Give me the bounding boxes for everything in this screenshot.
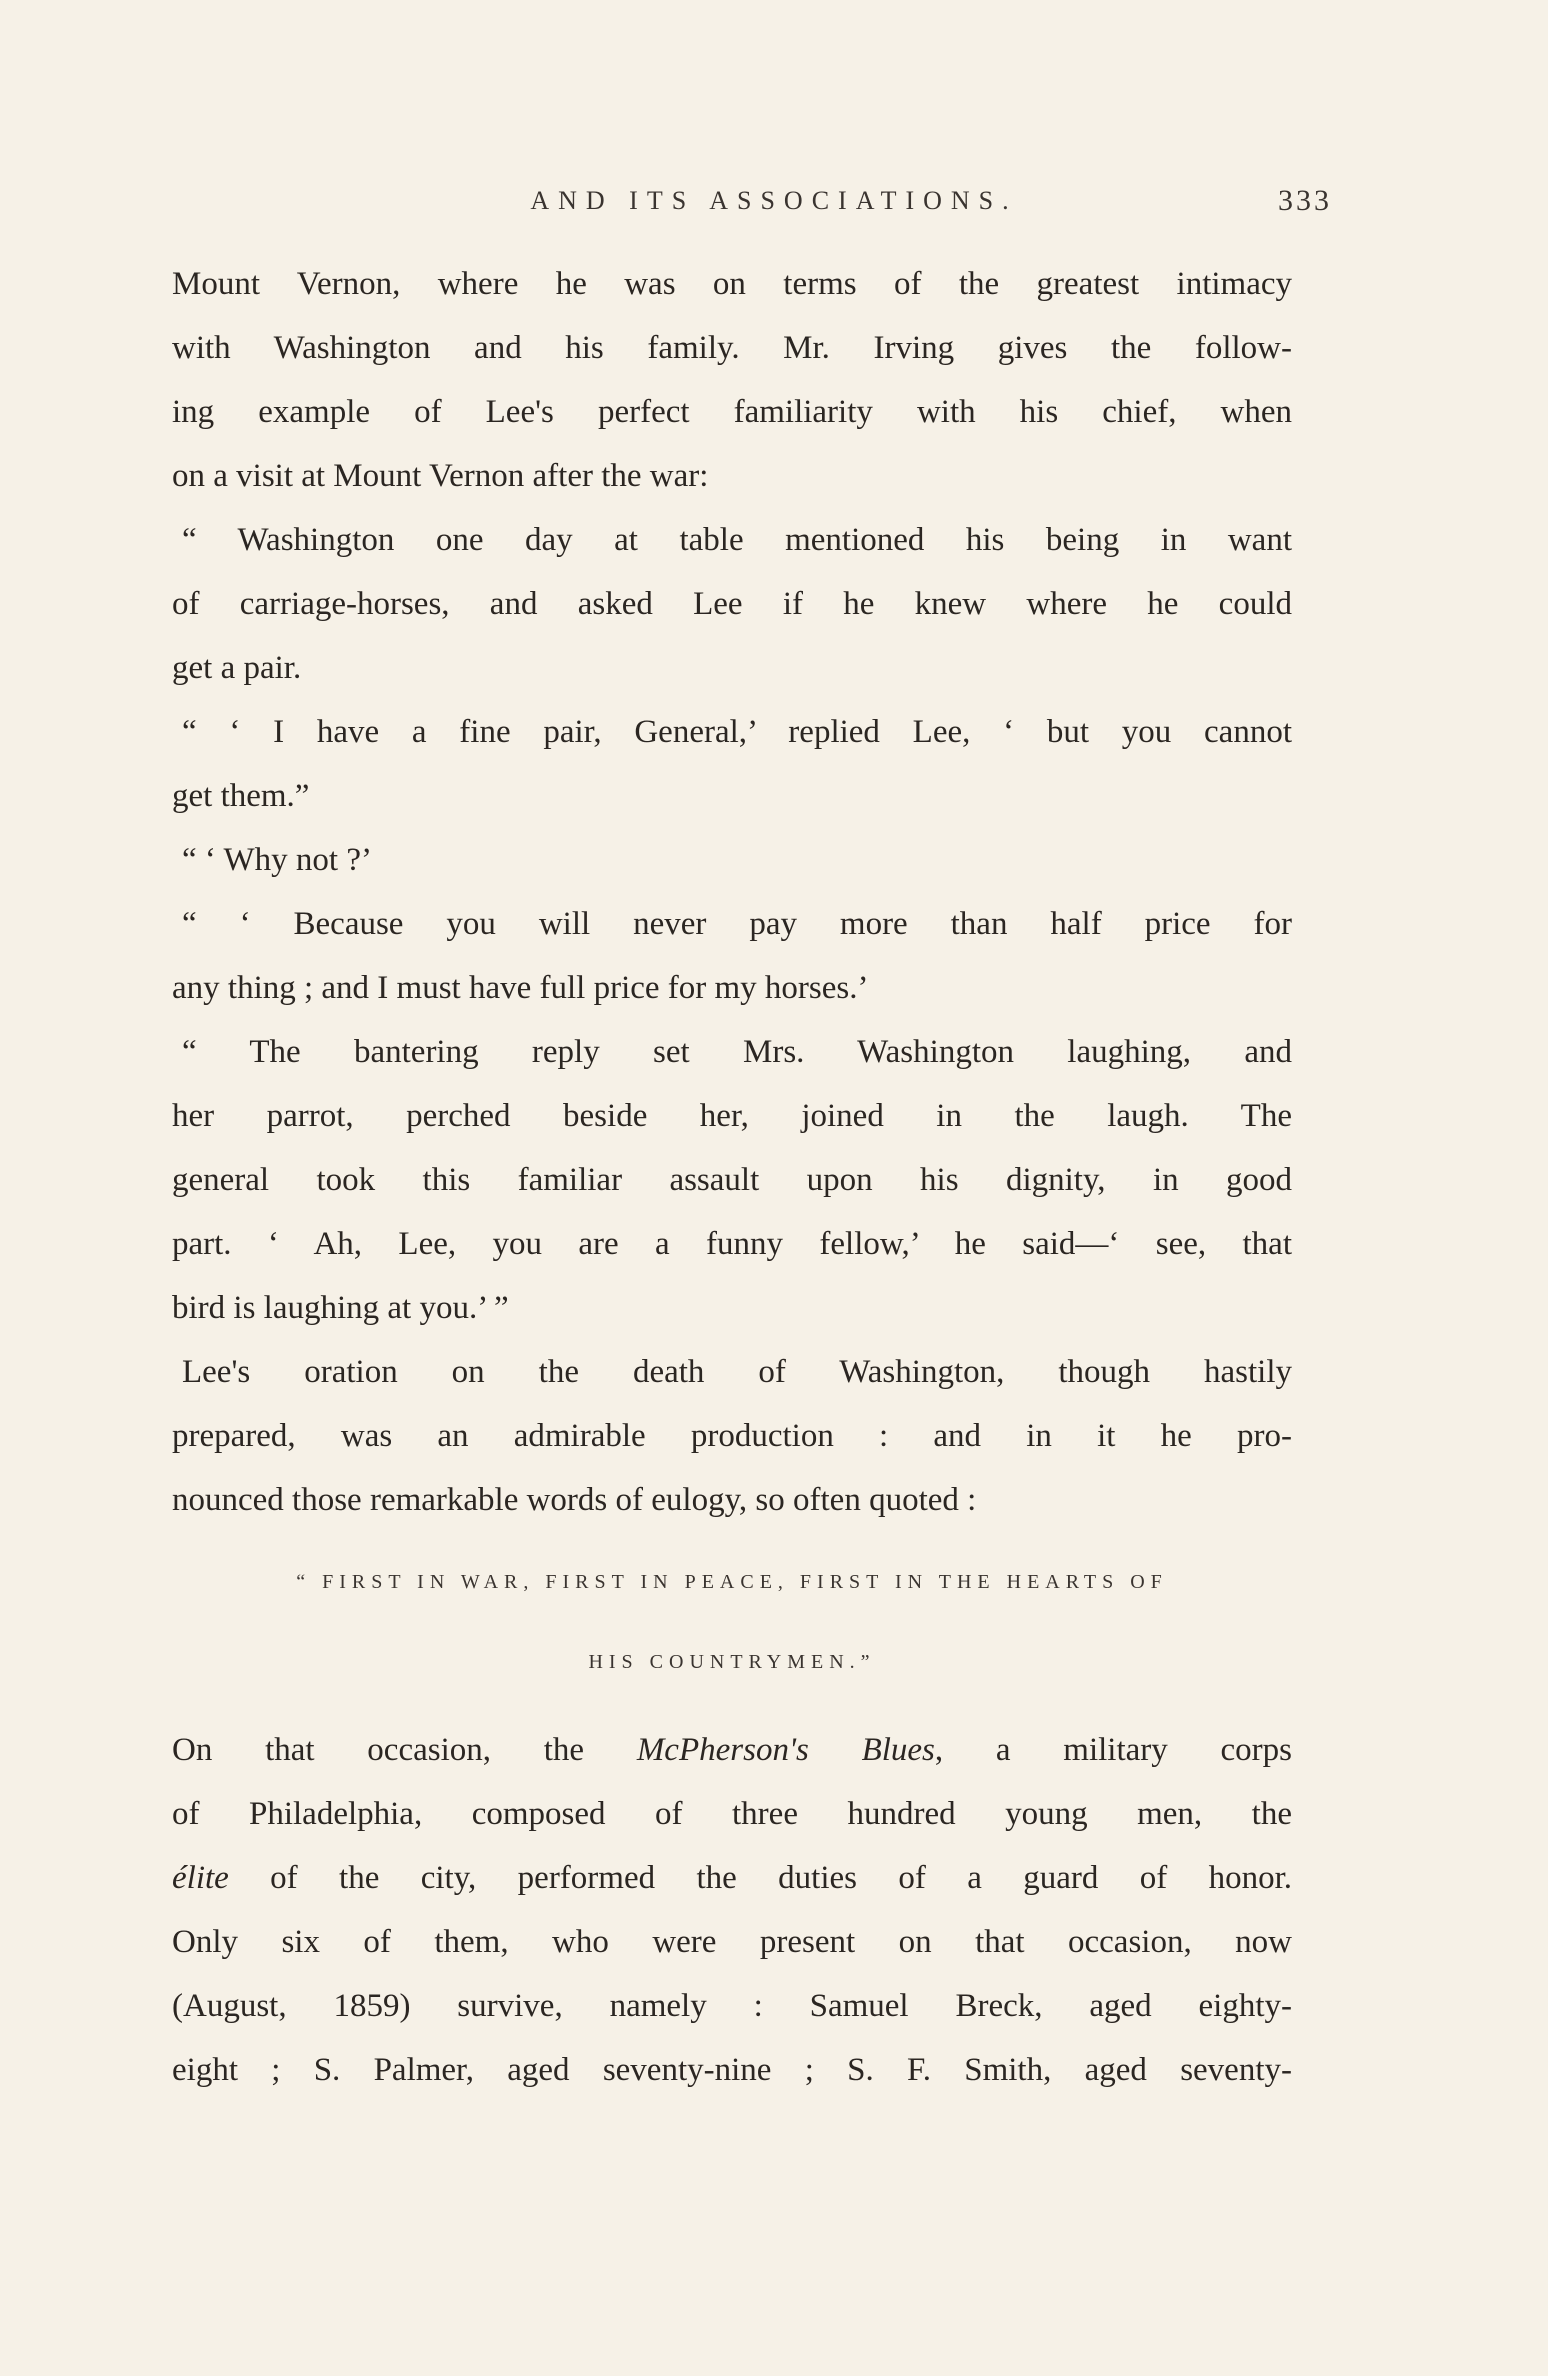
text-line: “ ‘ Because you will never pay more than half price for	[182, 906, 1292, 942]
text-line: her parrot, perched beside her, joined in the laugh. The	[172, 1098, 1292, 1134]
text-line: with Washington and his family. Mr. Irving gives the follow-	[172, 330, 1292, 366]
text-line: on a visit at Mount Vernon after the war:	[172, 458, 709, 494]
paragraph-8	[172, 1718, 1292, 2102]
text-line: “ ‘ Why not ?’	[182, 842, 372, 878]
text-line: any thing ; and I must have full price for my horses.’	[172, 970, 869, 1006]
text-line: Mount Vernon, where he was on terms of the greatest intimacy	[172, 266, 1292, 302]
italic-text: élite	[172, 1860, 229, 1896]
text-line: get them.”	[172, 778, 310, 814]
text-line: part. ‘ Ah, Lee, you are a funny fellow,’ he said—‘ see, that	[172, 1226, 1292, 1262]
text-line: “ ‘ I have a fine pair, General,’ replied Lee, ‘ but you cannot	[182, 714, 1292, 750]
text-line	[172, 1846, 1292, 1910]
text-line: “ Washington one day at table mentioned his being in want	[182, 522, 1292, 558]
text-line: of Philadelphia, composed of three hundred young men, the	[172, 1796, 1292, 1832]
paragraph-2	[172, 508, 1292, 700]
text-segment: , a military corps	[934, 1732, 1292, 1768]
page-number: 333	[1278, 184, 1332, 217]
paragraph-6	[172, 1020, 1292, 1340]
extract-line: HIS COUNTRYMEN.”	[588, 1651, 876, 1673]
text-segment: of the city, performed the duties of a guard of honor.	[228, 1860, 1292, 1896]
text-segment: On that occasion, the	[172, 1732, 637, 1768]
text-line: general took this familiar assault upon his dignity, in good	[172, 1162, 1292, 1198]
paragraph-1	[172, 252, 1292, 508]
text-line: eight ; S. Palmer, aged seventy-nine ; S. F. Smith, aged seventy-	[172, 2052, 1292, 2088]
text-line: (August, 1859) survive, namely : Samuel Breck, aged eighty-	[172, 1988, 1292, 2024]
paragraph-4	[172, 828, 1292, 892]
quotation-extract	[172, 1532, 1292, 1718]
text-line: get a pair.	[172, 650, 302, 686]
text-line: of carriage-horses, and asked Lee if he knew where he could	[172, 586, 1292, 622]
text-line: “ The bantering reply set Mrs. Washington laughing, and	[182, 1034, 1292, 1070]
page-header	[0, 186, 1548, 226]
body-text	[172, 252, 1292, 2102]
text-line: Only six of them, who were present on that occasion, now	[172, 1924, 1292, 1960]
extract-line: “ FIRST IN WAR, FIRST IN PEACE, FIRST IN THE HEARTS OF	[296, 1571, 1168, 1593]
running-head: AND ITS ASSOCIATIONS.	[530, 186, 1018, 215]
paragraph-3	[172, 700, 1292, 828]
text-line: ing example of Lee's perfect familiarity with his chief, when	[172, 394, 1292, 430]
text-line: bird is laughing at you.’ ”	[172, 1290, 509, 1326]
paragraph-7	[172, 1340, 1292, 1532]
text-line: nounced those remarkable words of eulogy, so often quoted :	[172, 1482, 977, 1518]
text-line: prepared, was an admirable production : and in it he pro-	[172, 1418, 1292, 1454]
text-line	[172, 1718, 1292, 1782]
italic-text: McPherson's Blues	[636, 1732, 935, 1768]
text-line: Lee's oration on the death of Washington, though hastily	[182, 1354, 1292, 1390]
paragraph-5	[172, 892, 1292, 1020]
